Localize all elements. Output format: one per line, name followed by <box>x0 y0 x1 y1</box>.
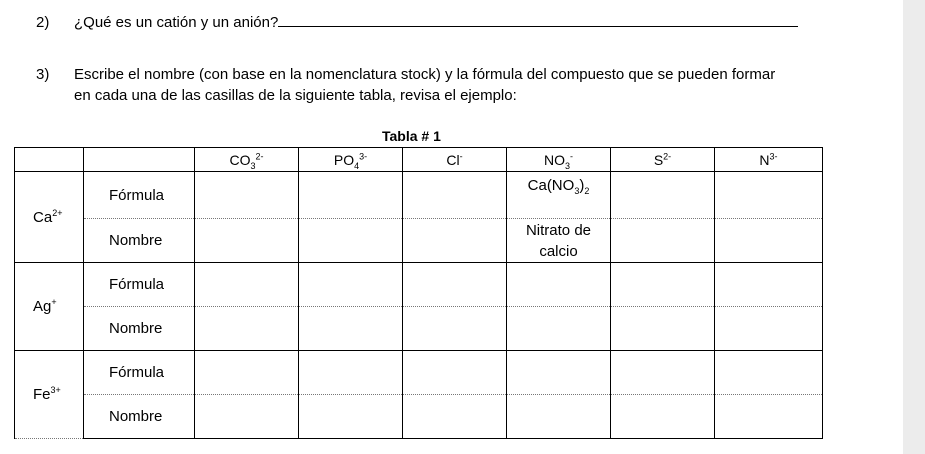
compound-table <box>14 147 823 439</box>
answer-cell[interactable] <box>507 263 611 307</box>
answer-cell[interactable] <box>299 395 403 439</box>
table-row <box>15 395 823 439</box>
answer-cell[interactable] <box>195 219 299 263</box>
table-row <box>15 219 823 263</box>
answer-cell[interactable] <box>195 307 299 351</box>
formula-label: Fórmula <box>84 351 195 395</box>
answer-cell[interactable] <box>715 172 823 219</box>
question-3-line2: en cada una de las casillas de la siguiente tabla, revisa el ejemplo: <box>74 87 517 104</box>
example-formula-cell: $Ca(NO_3)_2$ <box>507 172 611 219</box>
answer-cell[interactable] <box>403 395 507 439</box>
question-3-number: 3) <box>36 66 50 83</box>
answer-cell[interactable] <box>299 307 403 351</box>
cation-label: $Ca^{2+}$ <box>15 172 84 263</box>
answer-cell[interactable] <box>195 172 299 219</box>
answer-cell[interactable] <box>403 172 507 219</box>
question-2-number: 2) <box>36 14 50 31</box>
answer-cell[interactable] <box>715 219 823 263</box>
header-empty-cell <box>15 148 84 172</box>
anion-header: $S^{2-}$ <box>611 148 715 172</box>
cation-label: Ag+ <box>15 263 84 351</box>
answer-cell[interactable] <box>611 395 715 439</box>
answer-cell[interactable] <box>299 172 403 219</box>
table-row <box>15 307 823 351</box>
answer-cell[interactable] <box>715 351 823 395</box>
answer-cell[interactable] <box>611 172 715 219</box>
answer-cell[interactable] <box>507 351 611 395</box>
question-2-text: ¿Qué es un catión y un anión? <box>74 14 279 31</box>
scrollbar-track[interactable] <box>903 0 925 454</box>
answer-cell[interactable] <box>507 395 611 439</box>
answer-cell[interactable] <box>611 351 715 395</box>
header-empty-cell <box>84 148 195 172</box>
formula-label: Fórmula <box>84 263 195 307</box>
answer-cell[interactable] <box>299 219 403 263</box>
anion-header: $NO_3^-$ <box>507 148 611 172</box>
answer-cell[interactable] <box>715 307 823 351</box>
anion-header: Cl- <box>403 148 507 172</box>
question-3 <box>36 64 836 106</box>
question-3-line1: Escribe el nombre (con base en la nomenclatura stock) y la fórmula del compuesto que se pueden formar <box>74 66 776 83</box>
answer-cell[interactable] <box>403 351 507 395</box>
answer-blank-line <box>278 14 798 27</box>
answer-cell[interactable] <box>611 219 715 263</box>
name-label: Nombre <box>84 307 195 351</box>
anion-header: $PO_4^{3-}$ <box>299 148 403 172</box>
answer-cell[interactable] <box>299 351 403 395</box>
answer-cell[interactable] <box>507 307 611 351</box>
anion-header: $N^{3-}$ <box>715 148 823 172</box>
name-label: Nombre <box>84 395 195 439</box>
answer-cell[interactable] <box>715 395 823 439</box>
answer-cell[interactable] <box>715 263 823 307</box>
answer-cell[interactable] <box>403 219 507 263</box>
answer-cell[interactable] <box>195 263 299 307</box>
formula-label: Fórmula <box>84 172 195 219</box>
example-name-cell: Nitrato de calcio <box>507 219 611 263</box>
answer-cell[interactable] <box>195 395 299 439</box>
table-caption: Tabla # 1 <box>382 128 441 144</box>
question-2 <box>36 14 798 31</box>
table-row <box>15 351 823 395</box>
table-row <box>15 172 823 219</box>
answer-cell[interactable] <box>611 263 715 307</box>
header-row <box>15 148 823 172</box>
answer-cell[interactable] <box>195 351 299 395</box>
answer-cell[interactable] <box>403 263 507 307</box>
name-label: Nombre <box>84 219 195 263</box>
answer-cell[interactable] <box>299 263 403 307</box>
answer-cell[interactable] <box>611 307 715 351</box>
cation-label: $Fe^{3+}$ <box>15 351 84 439</box>
anion-header: $CO_3^{2-}$ <box>195 148 299 172</box>
answer-cell[interactable] <box>403 307 507 351</box>
table-row <box>15 263 823 307</box>
